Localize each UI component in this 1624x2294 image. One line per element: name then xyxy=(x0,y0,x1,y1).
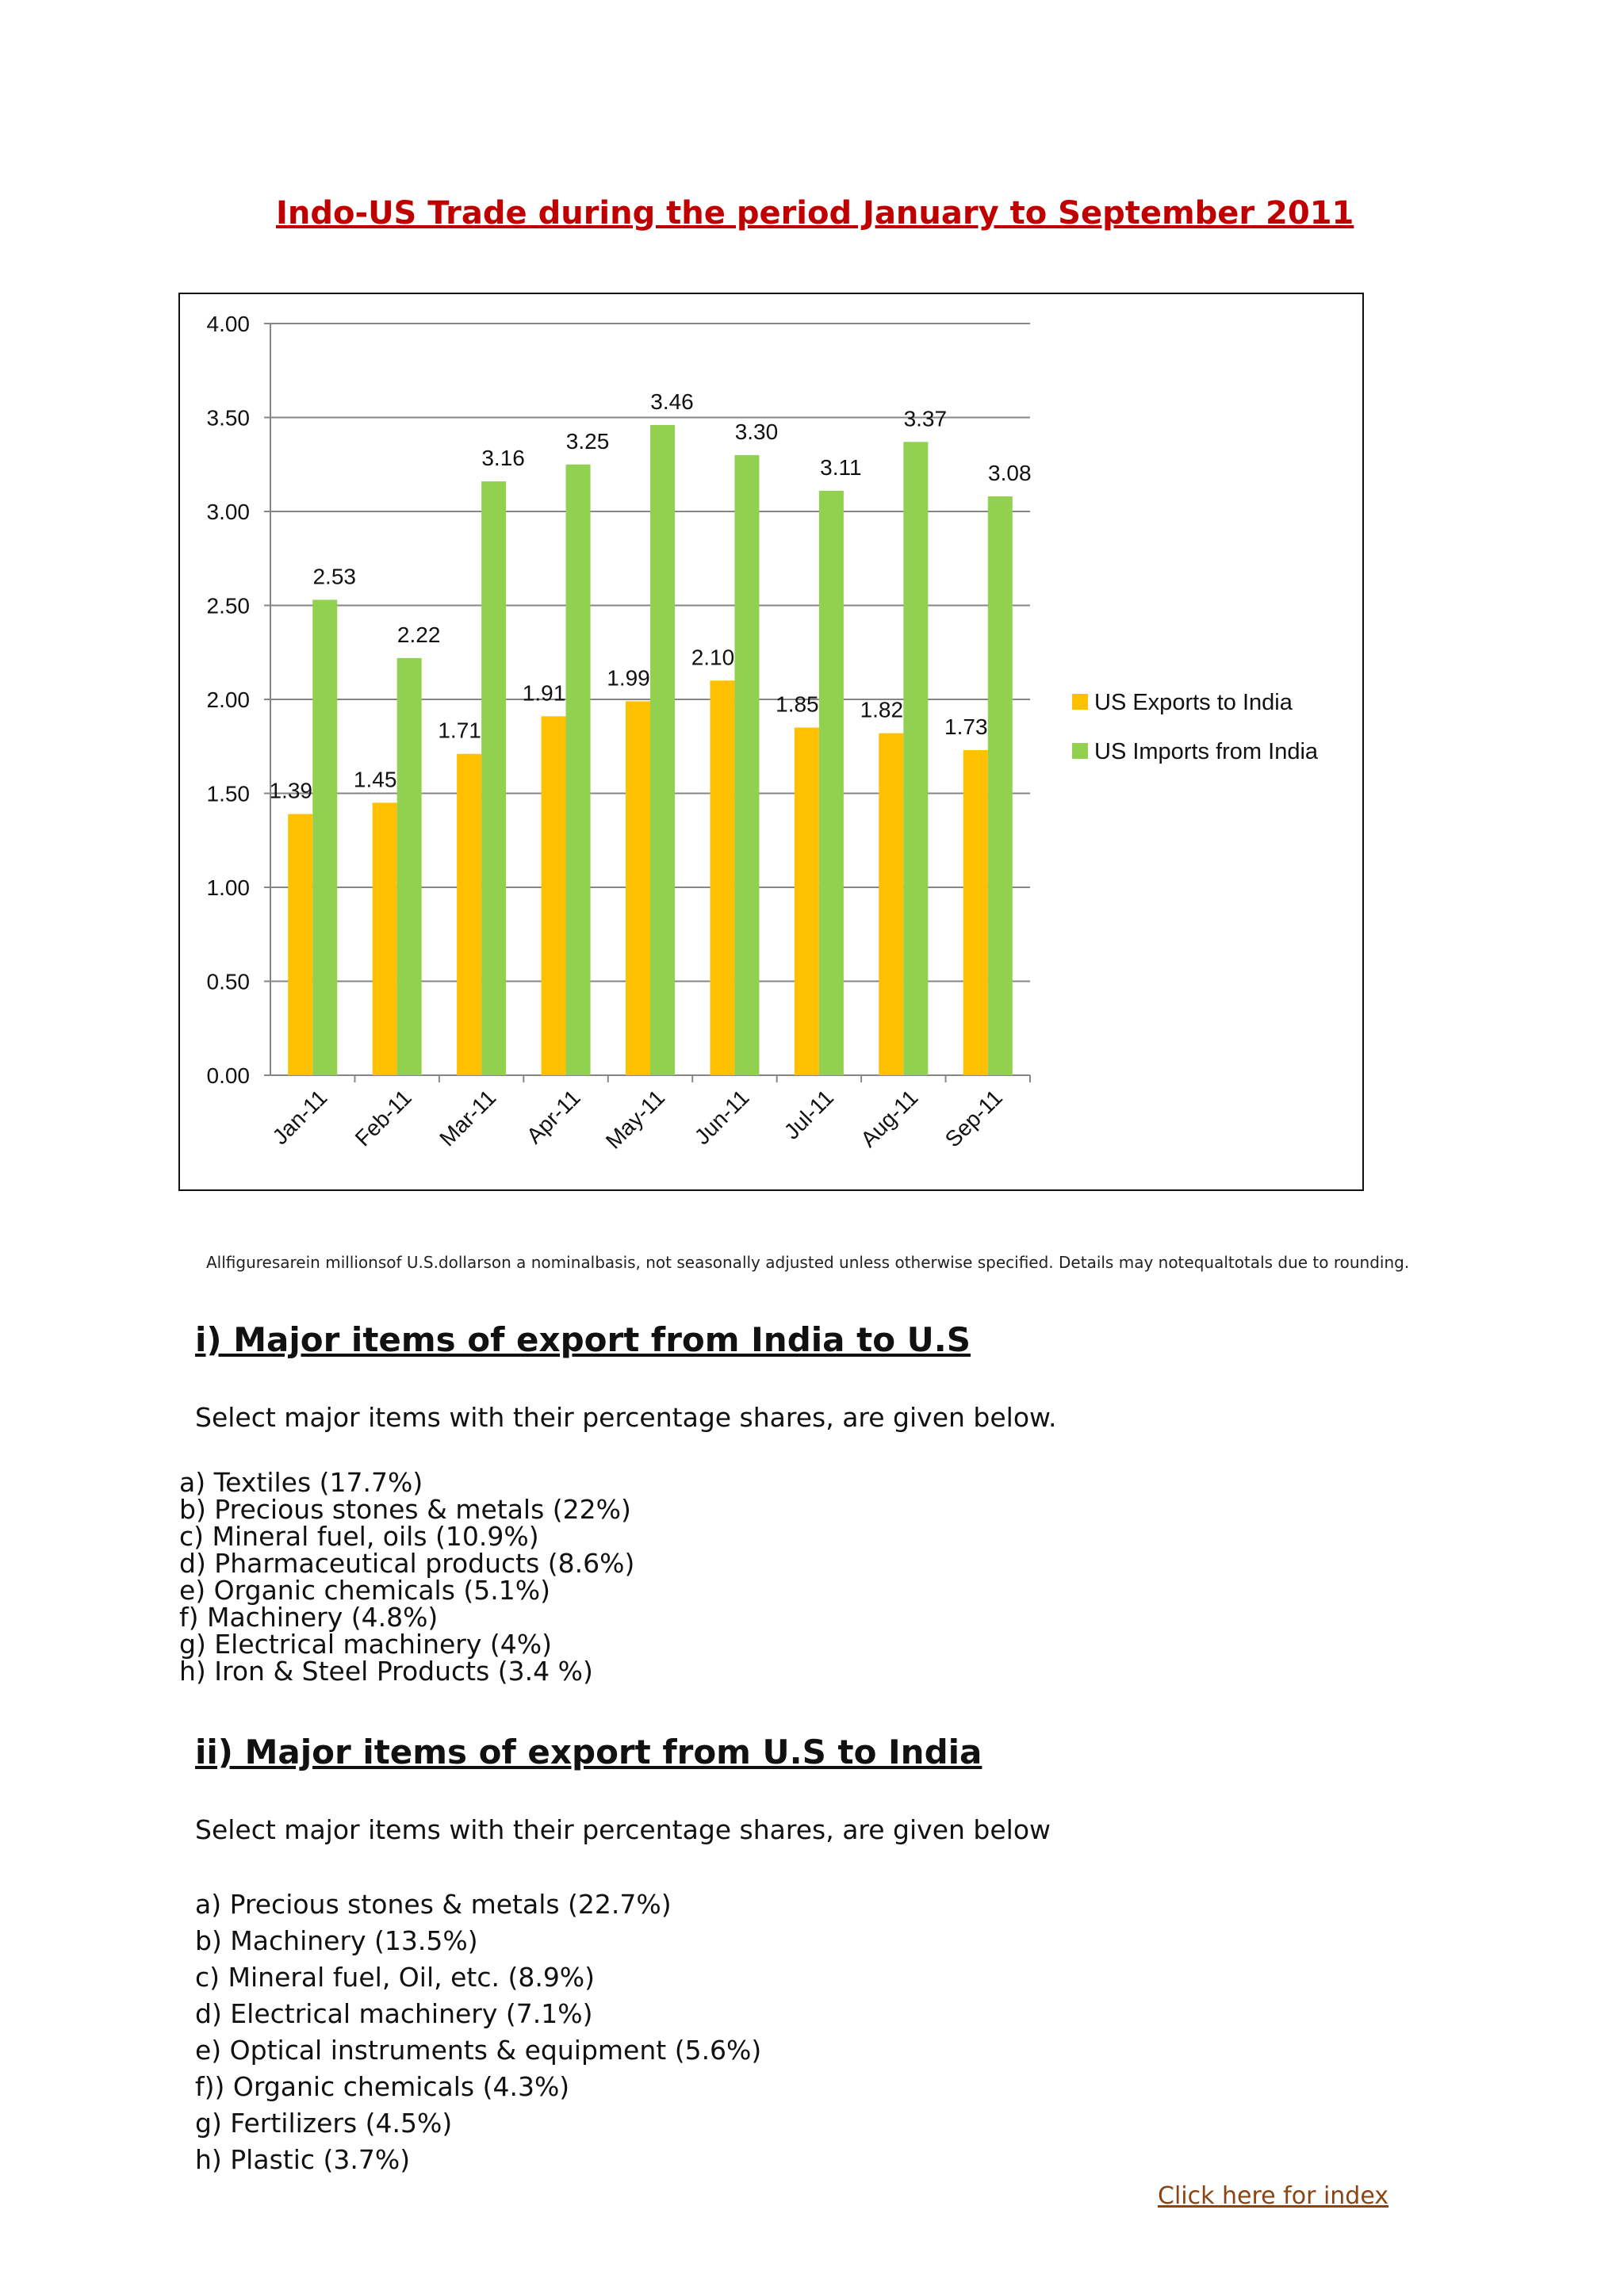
list-item: f) Machinery (4.8%) xyxy=(179,1602,439,1633)
x-tick-label: Jul-11 xyxy=(779,1085,839,1144)
data-label: 3.30 xyxy=(734,419,779,444)
data-label: 2.53 xyxy=(312,564,356,589)
data-label: 1.39 xyxy=(269,778,312,803)
chart-container xyxy=(178,293,1364,1191)
list-item: a) Textiles (17.7%) xyxy=(179,1467,423,1498)
list-item: h) Plastic (3.7%) xyxy=(195,2144,411,2175)
data-label: 1.45 xyxy=(353,767,397,792)
list-item: h) Iron & Steel Products (3.4 %) xyxy=(179,1656,593,1687)
section1-heading: i) Major items of export from India to U.S xyxy=(195,1320,971,1359)
bar-exports xyxy=(710,680,734,1075)
bar-imports xyxy=(903,442,928,1075)
bar-imports xyxy=(481,481,506,1075)
bar-exports xyxy=(288,814,312,1075)
data-label: 1.85 xyxy=(776,691,819,717)
bar-imports xyxy=(397,658,422,1075)
legend-swatch xyxy=(1072,694,1088,710)
list-item: d) Pharmaceutical products (8.6%) xyxy=(179,1548,635,1579)
y-tick-label: 0.00 xyxy=(206,1063,250,1088)
section1-list xyxy=(179,1469,634,1685)
bar-chart xyxy=(180,294,1362,1189)
bar-imports xyxy=(734,455,759,1075)
data-label: 2.10 xyxy=(691,645,735,670)
bar-exports xyxy=(542,716,566,1075)
bar-imports xyxy=(988,496,1013,1075)
x-tick-label: Feb-11 xyxy=(350,1085,416,1151)
data-label: 3.11 xyxy=(820,454,862,480)
legend-label: US Exports to India xyxy=(1094,690,1293,715)
data-label: 3.25 xyxy=(565,428,610,454)
x-tick-label: May-11 xyxy=(600,1085,670,1154)
x-tick-label: Sep-11 xyxy=(940,1085,1008,1152)
list-item: d) Electrical machinery (7.1%) xyxy=(195,1998,593,2029)
list-item: g) Electrical machinery (4%) xyxy=(179,1629,552,1660)
list-item: g) Fertilizers (4.5%) xyxy=(195,2108,453,2139)
data-label: 3.08 xyxy=(988,461,1032,486)
data-label: 3.37 xyxy=(903,406,948,431)
y-tick-label: 0.50 xyxy=(206,969,250,994)
index-link[interactable]: Click here for index xyxy=(1158,2182,1389,2210)
list-item: c) Mineral fuel, Oil, etc. (8.9%) xyxy=(195,1962,596,1993)
list-item: b) Precious stones & metals (22%) xyxy=(179,1494,631,1525)
data-label: 1.99 xyxy=(607,665,650,691)
bar-imports xyxy=(819,491,844,1075)
chart-footnote: Allfiguresarein millionsof U.S.dollarson a nominalbasis, not seasonally adjusted unless otherwise specified. Details may notequaltotals due to rounding. xyxy=(206,1253,1410,1272)
data-label: 1.91 xyxy=(522,680,566,706)
legend-label: US Imports from India xyxy=(1094,739,1319,764)
x-tick-label: Aug-11 xyxy=(856,1085,923,1152)
data-label: 1.73 xyxy=(944,714,988,739)
x-tick-label: Mar-11 xyxy=(435,1085,501,1151)
bar-imports xyxy=(312,599,337,1075)
y-tick-label: 2.00 xyxy=(206,687,250,712)
section2-intro: Select major items with their percentage shares, are given below xyxy=(195,1814,1051,1845)
data-label: 1.71 xyxy=(438,718,481,743)
section1-intro: Select major items with their percentage shares, are given below. xyxy=(195,1402,1057,1433)
x-tick-label: Apr-11 xyxy=(521,1085,585,1149)
bar-imports xyxy=(566,465,591,1075)
data-label: 3.16 xyxy=(481,446,525,471)
bar-exports xyxy=(457,754,481,1075)
y-tick-label: 4.00 xyxy=(206,312,250,336)
bar-exports xyxy=(626,701,650,1075)
bar-exports xyxy=(879,733,903,1075)
data-label: 3.46 xyxy=(650,389,694,414)
bar-imports xyxy=(650,425,675,1075)
section2-heading: ii) Major items of export from U.S to India xyxy=(195,1733,982,1771)
y-tick-label: 1.00 xyxy=(206,875,250,900)
page-title: Indo-US Trade during the period January to September 2011 xyxy=(276,195,1354,232)
bar-exports xyxy=(963,750,988,1075)
list-item: e) Optical instruments & equipment (5.6%) xyxy=(195,2035,762,2066)
list-item: f)) Organic chemicals (4.3%) xyxy=(195,2071,570,2102)
bar-exports xyxy=(795,728,819,1075)
bar-exports xyxy=(373,802,397,1075)
y-tick-label: 1.50 xyxy=(206,781,250,806)
data-label: 2.22 xyxy=(396,622,441,647)
list-item: e) Organic chemicals (5.1%) xyxy=(179,1575,550,1606)
list-item: c) Mineral fuel, oils (10.9%) xyxy=(179,1521,539,1552)
list-item: b) Machinery (13.5%) xyxy=(195,1925,478,1956)
y-tick-label: 3.50 xyxy=(206,405,250,431)
x-tick-label: Jun-11 xyxy=(689,1085,754,1150)
y-tick-label: 2.50 xyxy=(206,593,250,618)
y-tick-label: 3.00 xyxy=(206,500,250,524)
list-item: a) Precious stones & metals (22.7%) xyxy=(195,1889,672,1920)
section2-list xyxy=(195,1886,761,2178)
x-tick-label: Jan-11 xyxy=(267,1085,332,1150)
legend-swatch xyxy=(1072,743,1088,759)
data-label: 1.82 xyxy=(860,697,904,722)
